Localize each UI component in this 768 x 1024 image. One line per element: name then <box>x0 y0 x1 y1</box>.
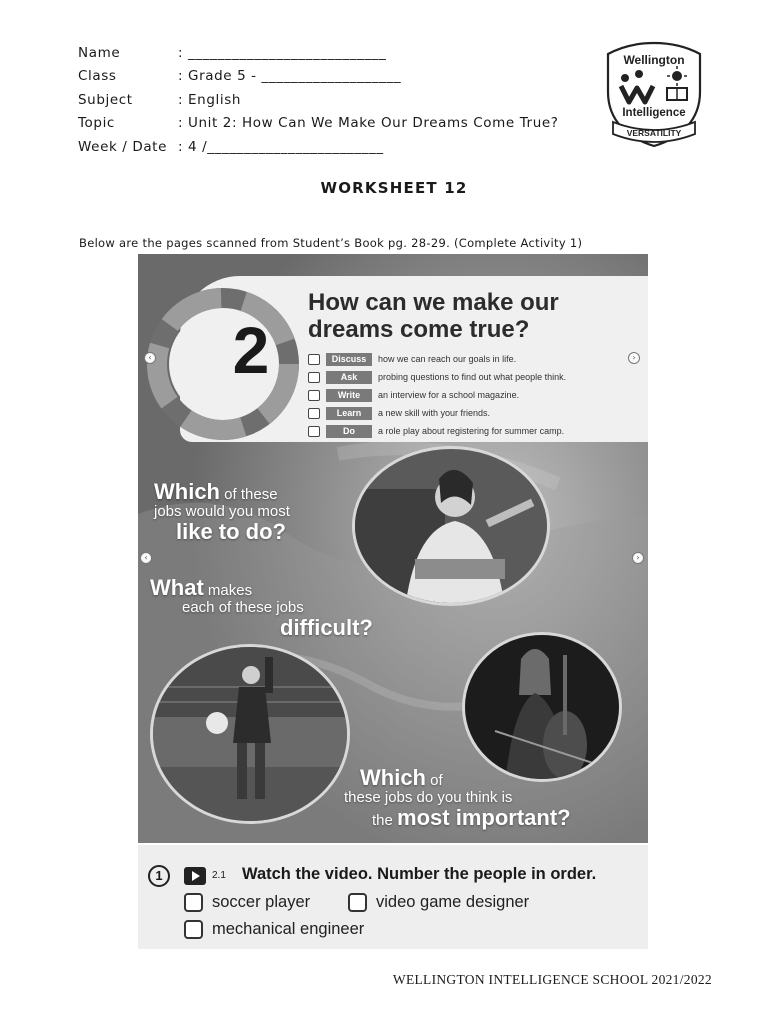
soccer-player-photo <box>150 644 350 824</box>
goal-text: a role play about registering for summer camp. <box>378 426 565 436</box>
goal-tag: Ask <box>326 371 372 384</box>
goal-text: an interview for a school magazine. <box>378 390 520 400</box>
cellist-photo <box>462 632 622 782</box>
chevron-right-icon[interactable]: › <box>632 552 644 564</box>
info-row-topic <box>78 112 559 136</box>
option-label: mechanical engineer <box>212 920 365 938</box>
goal-tag: Write <box>326 389 372 402</box>
goal-item <box>308 386 566 404</box>
engineer-photo <box>352 446 550 606</box>
q3-small2: these jobs do you think is <box>344 788 513 806</box>
option-soccer-player[interactable] <box>184 893 310 912</box>
option-label: video game designer <box>376 893 530 911</box>
play-icon[interactable] <box>184 867 206 885</box>
goal-checkbox[interactable] <box>308 408 320 419</box>
audio-track-number: 2.1 <box>212 870 226 881</box>
unit-title: How can we make our dreams come true? <box>308 289 559 343</box>
scanned-book-page <box>138 254 648 843</box>
info-row-subject <box>78 88 559 112</box>
info-value: : ___________________________ <box>178 44 387 61</box>
goal-checkbox[interactable] <box>308 372 320 383</box>
goal-tag: Learn <box>326 407 372 420</box>
goal-item <box>308 368 566 386</box>
unit-goals-list <box>308 350 566 440</box>
info-row-week-date <box>78 135 559 159</box>
logo-top-text: Wellington <box>623 53 685 67</box>
goal-item <box>308 422 566 440</box>
option-checkbox[interactable] <box>184 893 203 912</box>
option-video-game-designer[interactable] <box>348 893 529 912</box>
student-info <box>78 41 559 159</box>
chevron-left-icon[interactable]: ‹ <box>140 552 152 564</box>
logo-figure-icon <box>621 74 629 82</box>
goal-tag: Do <box>326 425 372 438</box>
info-value: : 4 /________________________ <box>178 138 384 155</box>
q3-small1: of <box>426 772 443 789</box>
q2-big1: What <box>150 575 204 600</box>
goal-text: probing questions to find out what people think. <box>378 372 567 382</box>
sun-icon <box>672 71 682 81</box>
chevron-left-icon[interactable]: ‹ <box>144 352 156 364</box>
question-most-important <box>344 766 571 829</box>
goal-checkbox[interactable] <box>308 426 320 437</box>
option-mechanical-engineer[interactable] <box>184 920 364 939</box>
logo-middle-text: Intelligence <box>622 107 686 119</box>
info-label: Week / Date <box>78 138 167 155</box>
chevron-right-icon[interactable]: › <box>628 352 640 364</box>
unit-number: 2 <box>232 313 270 387</box>
worksheet-title: WORKSHEET 12 <box>320 179 468 197</box>
option-checkbox[interactable] <box>184 920 203 939</box>
q2-big2: difficult? <box>280 614 373 640</box>
info-value: : English <box>178 91 241 108</box>
school-logo <box>603 40 705 148</box>
info-label: Name <box>78 44 121 61</box>
goal-checkbox[interactable] <box>308 390 320 401</box>
q3-big2: most important? <box>397 804 571 830</box>
q1-big2: like to do? <box>176 518 286 544</box>
question-difficult <box>150 576 373 639</box>
option-label: soccer player <box>212 893 311 911</box>
q2-small1: makes <box>203 582 253 599</box>
logo-banner-text: VERSATILITY <box>626 128 682 138</box>
q3-big1: Which <box>360 765 426 790</box>
goal-item <box>308 404 566 422</box>
question-like-to-do <box>154 480 290 543</box>
goal-text: a new skill with your friends. <box>378 408 491 418</box>
q3-small3: the <box>372 811 398 829</box>
info-value: : Grade 5 - ___________________ <box>178 68 402 85</box>
info-label: Topic <box>78 115 115 132</box>
goal-item <box>308 350 566 368</box>
activity-instruction: Watch the video. Number the people in order. <box>242 865 597 883</box>
info-label: Subject <box>78 91 133 108</box>
goal-text: how we can reach our goals in life. <box>378 354 517 364</box>
q2-small2: each of these jobs <box>182 598 304 616</box>
q1-small2: jobs would you most <box>154 502 290 520</box>
option-checkbox[interactable] <box>348 893 367 912</box>
school-footer: WELLINGTON INTELLIGENCE SCHOOL 2021/2022 <box>392 972 712 987</box>
activity-number: 1 <box>148 865 170 887</box>
goal-tag: Discuss <box>326 353 372 366</box>
info-label: Class <box>78 68 117 85</box>
activity-1 <box>138 845 648 949</box>
q1-small1: of these <box>220 486 278 503</box>
q1-big1: Which <box>154 479 220 504</box>
info-row-name <box>78 41 559 65</box>
info-row-class <box>78 65 559 89</box>
info-value: : Unit 2: How Can We Make Our Dreams Come True? <box>178 115 559 132</box>
logo-figure-icon <box>635 70 643 78</box>
intro-text: Below are the pages scanned from Student’s Book pg. 28-29. (Complete Activity 1) <box>79 236 583 250</box>
goal-checkbox[interactable] <box>308 354 320 365</box>
